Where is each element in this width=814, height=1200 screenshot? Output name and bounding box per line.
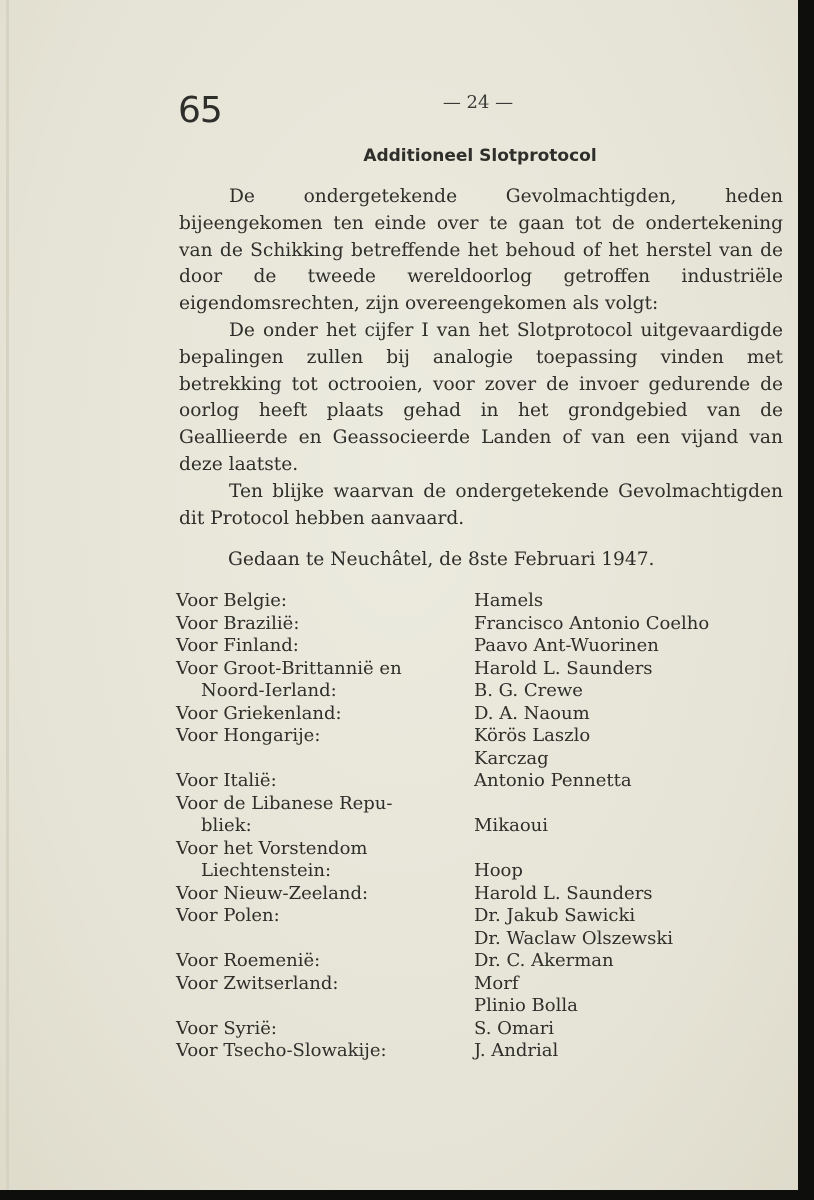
signatory-name: Karczag — [474, 747, 549, 769]
signatory-name: Dr. C. Akerman — [474, 950, 614, 971]
signatory-name — [474, 838, 776, 861]
signatory-country: Voor het Vorstendom — [176, 837, 368, 859]
paragraph: De ondergetekende Gevolmachtigden, heden bijeengekomen ten einde over te gaan tot de ondertekening van de Schikking betreffende het behoud of het herstel van de door de tweede wereldoorlog getroffen industriële eigendomsrechten, zijn overeengekomen als volgt: — [179, 186, 783, 315]
signatory-row — [176, 635, 776, 658]
signatory-row — [176, 793, 776, 816]
signatory-country: Voor Polen: — [176, 905, 280, 926]
signatory-country: Voor Nieuw-Zeeland: — [176, 882, 369, 904]
signatory-row — [176, 1040, 776, 1063]
signatory-country: Voor Tsecho-Slowakije: — [176, 1040, 387, 1061]
signatory-row — [176, 703, 776, 726]
signatory-name: Hamels — [474, 590, 544, 611]
signatory-row — [176, 658, 776, 681]
signatory-name: Harold L. Saunders — [474, 657, 653, 679]
signatory-country: Voor Griekenland: — [176, 702, 342, 724]
page-edge — [6, 0, 9, 1190]
signatory-row — [176, 613, 776, 636]
signatory-row — [176, 838, 776, 861]
signatory-name: Dr. Jakub Sawicki — [474, 905, 636, 926]
signatory-name: Plinio Bolla — [474, 995, 578, 1016]
paragraph: Ten blijke waarvan de ondergetekende Gevolmachtigden dit Protocol hebben aanvaard. — [179, 480, 783, 529]
signatory-country: Voor Italië: — [176, 770, 277, 791]
signatory-country — [176, 928, 474, 951]
signatory-country: Voor de Libanese Repu- — [176, 792, 393, 814]
signatory-name: Harold L. Saunders — [474, 882, 653, 904]
signatory-row — [176, 905, 776, 928]
signatory-row — [176, 973, 776, 996]
signatory-row — [176, 1018, 776, 1041]
signatory-row — [176, 680, 776, 703]
signatory-row — [176, 590, 776, 613]
signatory-row — [176, 950, 776, 973]
signatory-name: Dr. Waclaw Olszewski — [474, 927, 674, 949]
signatory-country: Voor Roemenië: — [176, 950, 321, 971]
signatory-row — [176, 725, 776, 748]
signatory-country: Voor Zwitserland: — [176, 972, 339, 994]
signatory-name: Morf — [474, 972, 519, 994]
paragraph: De onder het cijfer I van het Slotprotocol uitgevaardigde bepalingen zullen bij analogie toepassing vinden met betrekking tot octrooien, voor zover de invoer gedurende de oorlog heeft plaats gehad in het grondgebied van de Geallieerde en Geassocieerde Landen of van een vijand van deze laatste. — [179, 319, 783, 475]
signatory-name: J. Andrial — [474, 1040, 559, 1061]
signatory-row — [176, 928, 776, 951]
document-title: Additioneel Slotprotocol — [363, 146, 597, 166]
signatory-country: Voor Belgie: — [176, 590, 287, 611]
signatory-country: Voor Brazilië: — [176, 612, 300, 634]
page-number: — 24 — — [442, 92, 514, 113]
folio-number: 65 — [178, 90, 222, 131]
signatory-name: Hoop — [474, 860, 523, 881]
body-text — [179, 184, 783, 532]
signatory-name: B. G. Crewe — [474, 680, 583, 701]
signatory-list — [176, 590, 776, 1063]
signatory-country — [176, 995, 474, 1018]
signatory-country: bliek: — [201, 815, 252, 836]
signatory-name: Antonio Pennetta — [474, 770, 632, 791]
signatory-name: S. Omari — [474, 1017, 555, 1039]
signatory-name: D. A. Naoum — [474, 702, 590, 724]
signatory-name: Paavo Ant-Wuorinen — [474, 635, 659, 656]
signatory-row — [176, 748, 776, 771]
signatory-row — [176, 770, 776, 793]
signatory-country — [176, 748, 474, 771]
signatory-country: Voor Hongarije: — [176, 725, 321, 746]
signatory-row — [176, 883, 776, 906]
signatory-row — [176, 815, 776, 838]
signatory-name — [474, 793, 776, 816]
signatory-country: Liechtenstein: — [201, 860, 332, 881]
signatory-name: Mikaoui — [474, 815, 549, 836]
signatory-name: Körös Laszlo — [474, 725, 591, 746]
signatory-country: Voor Groot-Brittannië en — [176, 657, 402, 679]
signatory-country: Voor Finland: — [176, 635, 299, 656]
signatory-row — [176, 995, 776, 1018]
signatory-country: Voor Syrië: — [176, 1017, 277, 1039]
signatory-country: Noord-Ierland: — [201, 680, 337, 701]
signatory-row — [176, 860, 776, 883]
place-date-line: Gedaan te Neuchâtel, de 8ste Februari 1947. — [228, 549, 655, 570]
signatory-name: Francisco Antonio Coelho — [474, 612, 710, 634]
